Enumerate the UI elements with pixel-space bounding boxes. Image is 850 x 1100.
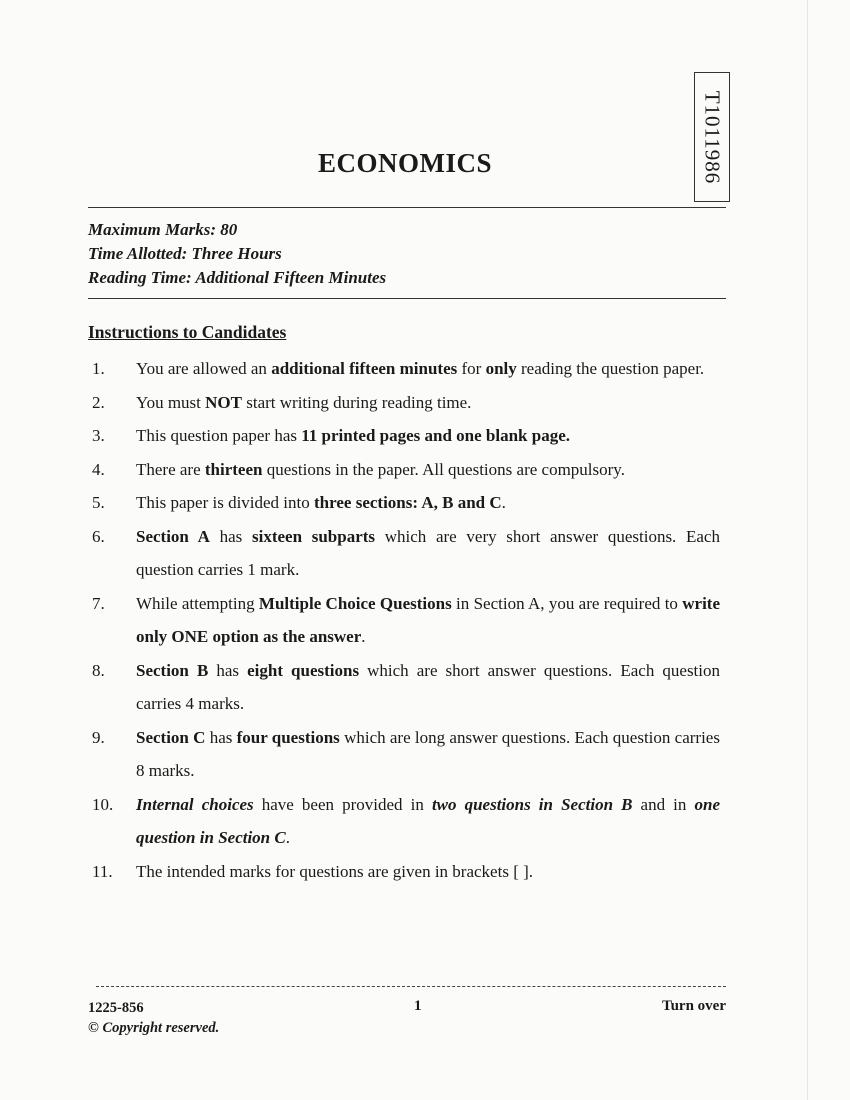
instruction-text-part: NOT <box>205 392 242 412</box>
instruction-text-part: have been provided in <box>253 794 432 814</box>
instruction-text <box>136 855 720 889</box>
instruction-text-part: for <box>457 359 486 378</box>
instruction-item <box>88 453 720 487</box>
instruction-text-part: . <box>361 627 366 646</box>
instruction-number: 6. <box>92 526 105 546</box>
instruction-text <box>136 721 720 788</box>
instruction-item <box>88 352 720 386</box>
instruction-text-part: only <box>485 359 517 378</box>
instruction-text-part: sixteen subparts <box>251 526 376 546</box>
paper-serial-code: T1011986 <box>700 90 725 184</box>
instructions-heading: Instructions to Candidates <box>88 322 287 342</box>
reading-time: Reading Time: Additional Fifteen Minutes <box>88 268 387 287</box>
instruction-text-part: additional fifteen minutes <box>271 359 458 378</box>
turn-over-label: Turn over <box>661 998 726 1014</box>
instruction-text-part: three sections: A, B and C <box>314 493 502 512</box>
instruction-item <box>88 587 720 654</box>
instruction-text-part: write only ONE option as the answer <box>136 593 721 646</box>
instruction-number: 4. <box>92 459 105 479</box>
instruction-text-part: thirteen <box>204 459 263 479</box>
instruction-text-part: questions in the paper. All questions are compulsory. <box>262 459 625 479</box>
instruction-text <box>136 520 720 587</box>
instruction-text-part: . <box>285 828 290 847</box>
instruction-text-part: two questions in Section B <box>431 794 633 814</box>
instruction-text-part: has <box>205 727 237 747</box>
instruction-number: 10. <box>92 794 114 814</box>
instruction-item <box>88 486 720 520</box>
instruction-item <box>88 419 720 453</box>
instruction-text-part: four questions <box>236 727 340 747</box>
instruction-text-part: . <box>501 493 506 512</box>
divider-top <box>88 207 726 208</box>
instruction-text-part: Section A <box>136 526 210 546</box>
instruction-text-part: You are allowed an <box>136 359 272 378</box>
instruction-text-part: This question paper has <box>136 426 302 445</box>
instruction-text-part: which are very short answer questions. Each question carries 1 mark. <box>136 526 720 579</box>
instruction-number: 3. <box>92 426 105 445</box>
instruction-item <box>88 654 720 721</box>
instruction-text-part: which are long answer questions. Each question carries 8 marks. <box>136 727 720 780</box>
instruction-text <box>136 419 720 453</box>
instruction-text <box>136 386 720 420</box>
footer-left <box>88 998 219 1038</box>
paper-code-box <box>694 72 730 202</box>
instruction-item <box>88 788 720 855</box>
page-number: 1 <box>414 998 422 1014</box>
instruction-text-part: Section B <box>136 660 209 680</box>
page-title: ECONOMICS <box>317 148 492 178</box>
instruction-text-part: has <box>208 660 248 680</box>
instruction-text-part: in Section A, you are required to <box>451 593 683 613</box>
instruction-text-part: Internal choices <box>136 794 254 814</box>
instruction-item <box>88 386 720 420</box>
instruction-text <box>136 453 720 487</box>
instruction-text-part: While attempting <box>136 593 259 613</box>
instructions-list <box>88 352 720 888</box>
instruction-number: 11. <box>92 861 113 881</box>
time-allotted: Time Allotted: Three Hours <box>88 244 282 263</box>
instruction-text-part: 11 printed pages and one blank page. <box>301 426 571 445</box>
exam-meta <box>88 218 386 290</box>
instruction-text-part: There are <box>136 459 205 479</box>
instruction-text-part: which are short answer questions. Each question carries 4 marks. <box>136 660 721 713</box>
instruction-text-part: The intended marks for questions are given in brackets [ ]. <box>136 861 534 881</box>
instruction-number: 1. <box>92 359 105 378</box>
instruction-text-part: You must <box>136 392 206 412</box>
instruction-text-part: reading the question paper. <box>516 359 705 378</box>
instruction-number: 7. <box>92 593 105 613</box>
instruction-text-part: eight questions <box>247 660 360 680</box>
instruction-text <box>136 352 720 386</box>
divider-meta <box>88 298 726 299</box>
instruction-text-part: Section C <box>136 727 206 747</box>
max-marks: Maximum Marks: 80 <box>88 220 238 239</box>
instruction-text-part: has <box>209 526 252 546</box>
instruction-text <box>136 654 720 721</box>
instruction-item <box>88 520 720 587</box>
instruction-text-part: start writing during reading time. <box>241 392 472 412</box>
instruction-text-part: This paper is divided into <box>136 493 315 512</box>
instruction-text <box>136 788 720 855</box>
footer-divider <box>96 986 726 987</box>
instruction-text-part: and in <box>632 794 695 814</box>
instruction-text <box>136 587 720 654</box>
instruction-number: 8. <box>92 660 105 680</box>
instruction-number: 5. <box>92 493 105 512</box>
instruction-number: 2. <box>92 392 105 412</box>
instruction-item <box>88 855 720 889</box>
instruction-text-part: one question in Section C <box>136 794 720 847</box>
paper-code: 1225-856 <box>88 1000 144 1016</box>
copyright-notice: © Copyright reserved. <box>88 1020 220 1036</box>
instruction-number: 9. <box>92 727 105 747</box>
instruction-text <box>136 486 720 520</box>
instruction-item <box>88 721 720 788</box>
instruction-text-part: Multiple Choice Questions <box>258 593 452 613</box>
